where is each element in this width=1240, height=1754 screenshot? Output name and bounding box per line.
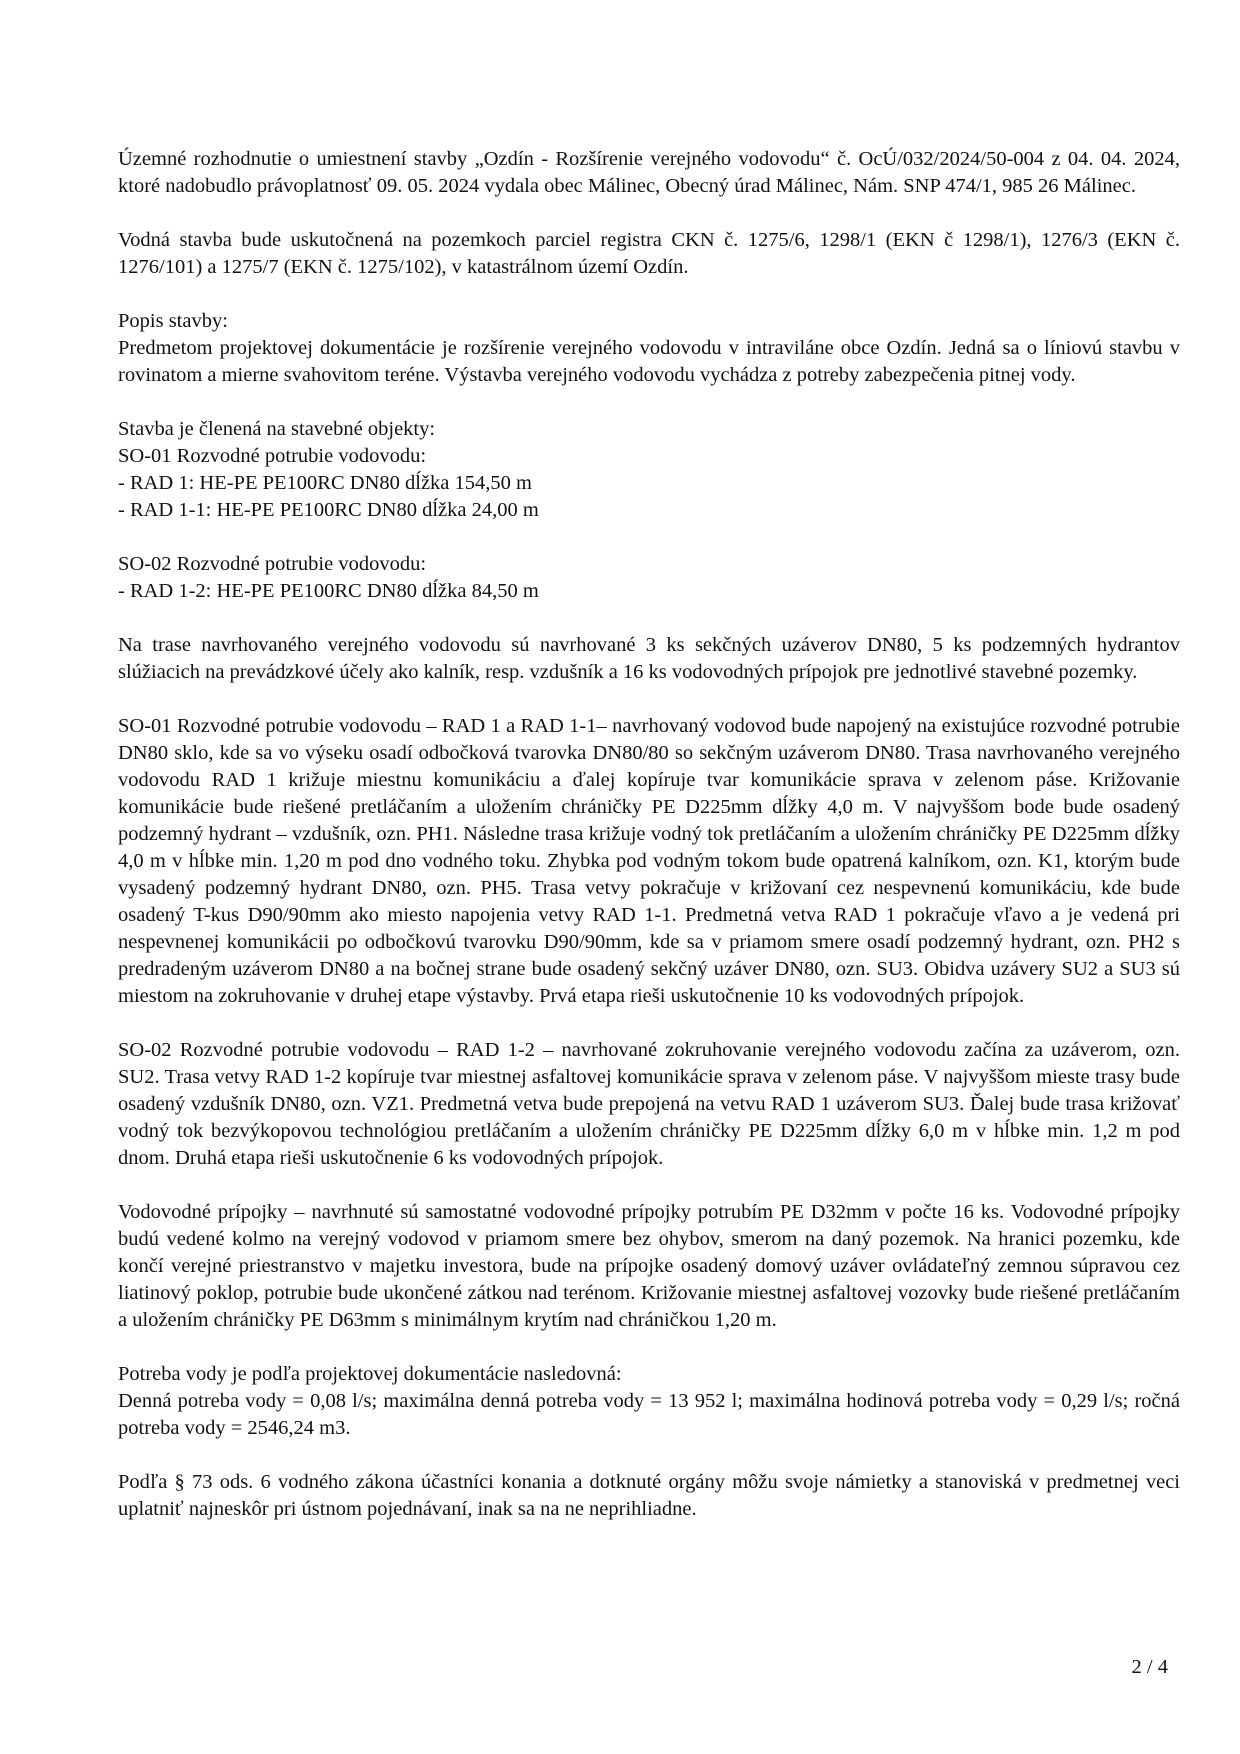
so01-item: - RAD 1: HE-PE PE100RC DN80 dĺžka 154,50 m [118,472,532,494]
paragraph-route-equipment: Na trase navrhovaného verejného vodovodu sú navrhované 3 ks sekčných uzáverov DN80, 5 ks podzemných hydrantov slúžiacich na prevádzkové účely ako kalník, resp. vzdušník a 16 ks vodovodných prípojok pre jednotlivé stavebné pozemky. [118,634,1180,683]
section-so01-list [118,416,1180,524]
paragraph-decision: Územné rozhodnutie o umiestnení stavby „Ozdín - Rozšírenie verejného vodovodu“ č. OcÚ/032/2024/50-004 z 04. 04. 2024, ktoré nadobudlo právoplatnosť 09. 05. 2024 vydala obec Málinec, Obecný úrad Málinec, Nám. SNP 474/1, 985 26 Málinec. [118,148,1180,197]
demand-heading: Potreba vody je podľa projektovej dokumentácie nasledovná: [118,1363,622,1385]
section-water-demand [118,1361,1180,1442]
paragraph-connections: Vodovodné prípojky – navrhnuté sú samostatné vodovodné prípojky potrubím PE D32mm v počte 16 ks. Vodovodné prípojky budú vedené kolmo na verejný vodovod v priamom smere bez ohybov, smerom na daný pozemok. Na hranici pozemku, kde končí verejné priestranstvo v majetku investora, bude na prípojke osadený domový uzáver ovládateľný zemnou súpravou cez liatinový poklop, potrubie bude ukončené zátkou nad terénom. Križovanie miestnej asfaltovej vozovky bude riešené pretláčaním a uložením chráničky PE D63mm s minimálnym krytím nad chráničkou 1,20 m. [118,1201,1180,1331]
page-number: 2 / 4 [1131,1656,1168,1678]
section-so02-list [118,551,1180,605]
demand-text: Denná potreba vody = 0,08 l/s; maximálna denná potreba vody = 13 952 l; maximálna hodinová potreba vody = 0,29 l/s; ročná potreba vody = 2546,24 m3. [118,1390,1180,1439]
description-text: Predmetom projektovej dokumentácie je rozšírenie verejného vodovodu v intraviláne obce Ozdín. Jedná sa o líniovú stavbu v rovinatom a mierne svahovitom teréne. Výstavba verejného vodovodu vychádza z potreby zabezpečenia pitnej vody. [118,337,1180,386]
so01-item: - RAD 1-1: HE-PE PE100RC DN80 dĺžka 24,00 m [118,499,539,521]
so01-heading: SO-01 Rozvodné potrubie vodovodu: [118,445,427,467]
paragraph-objections: Podľa § 73 ods. 6 vodného zákona účastníci konania a dotknuté orgány môžu svoje námietky a stanoviská v predmetnej veci uplatniť najneskôr pri ústnom pojednávaní, inak sa na ne neprihliadne. [118,1471,1180,1520]
so02-heading: SO-02 Rozvodné potrubie vodovodu: [118,553,427,575]
paragraph-so02-detail: SO-02 Rozvodné potrubie vodovodu – RAD 1-2 – navrhované zokruhovanie verejného vodovodu začína za uzáverom, ozn. SU2. Trasa vetvy RAD 1-2 kopíruje tvar miestnej asfaltovej komunikácie sprava v zelenom páse. V najvyššom mieste trasy bude osadený vzdušník DN80, ozn. VZ1. Predmetná vetva bude prepojená na vetvu RAD 1 uzáverom SU3. Ďalej bude trasa križovať vodný tok bezvýkopovou technológiou pretláčaním a uložením chráničky PE D225mm dĺžky 6,0 m v hĺbke min. 1,2 m pod dnom. Druhá etapa rieši uskutočnenie 6 ks vodovodných prípojok. [118,1039,1180,1169]
description-heading: Popis stavby: [118,310,228,332]
so02-item: - RAD 1-2: HE-PE PE100RC DN80 dĺžka 84,50 m [118,580,539,602]
objects-heading: Stavba je členená na stavebné objekty: [118,418,436,440]
section-description [118,308,1180,389]
paragraph-so01-detail: SO-01 Rozvodné potrubie vodovodu – RAD 1 a RAD 1-1– navrhovaný vodovod bude napojený na existujúce rozvodné potrubie DN80 sklo, kde sa vo výseku osadí odbočková tvarovka DN80/80 so sekčným uzáverom DN80. Trasa navrhovaného verejného vodovodu RAD 1 križuje miestnu komunikáciu a ďalej kopíruje tvar komunikácie sprava v zelenom páse. Križovanie komunikácie bude riešené pretláčaním a uložením chráničky PE D225mm dĺžky 4,0 m. V najvyššom bode bude osadený podzemný hydrant – vzdušník, ozn. PH1. Následne trasa križuje vodný tok pretláčaním a uložením chráničky PE D225mm dĺžky 4,0 m v hĺbke min. 1,20 m pod dno vodného toku. Zhybka pod vodným tokom bude opatrená kalníkom, ozn. K1, ktorým bude vysadený podzemný hydrant DN80, ozn. PH5. Trasa vetvy pokračuje v križovaní cez nespevnenú komunikáciu, kde bude osadený T-kus D90/90mm ako miesto napojenia vetvy RAD 1-1. Predmetná vetva RAD 1 pokračuje vľavo a je vedená pri nespevnenej komunikácii po odbočkovú tvarovku D90/90mm, kde sa v priamom smere osadí podzemný hydrant, ozn. PH2 s predradeným uzáverom DN80 a na bočnej strane bude osadený sekčný uzáver DN80, ozn. SU3. Obidva uzávery SU2 a SU3 sú miestom na zokruhovanie v druhej etape výstavby. Prvá etapa rieši uskutočnenie 10 ks vodovodných prípojok. [118,715,1180,1007]
paragraph-parcels: Vodná stavba bude uskutočnená na pozemkoch parciel registra CKN č. 1275/6, 1298/1 (EKN č 1298/1), 1276/3 (EKN č. 1276/101) a 1275/7 (EKN č. 1275/102), v katastrálnom území Ozdín. [118,229,1180,278]
document-page [118,146,1180,1550]
